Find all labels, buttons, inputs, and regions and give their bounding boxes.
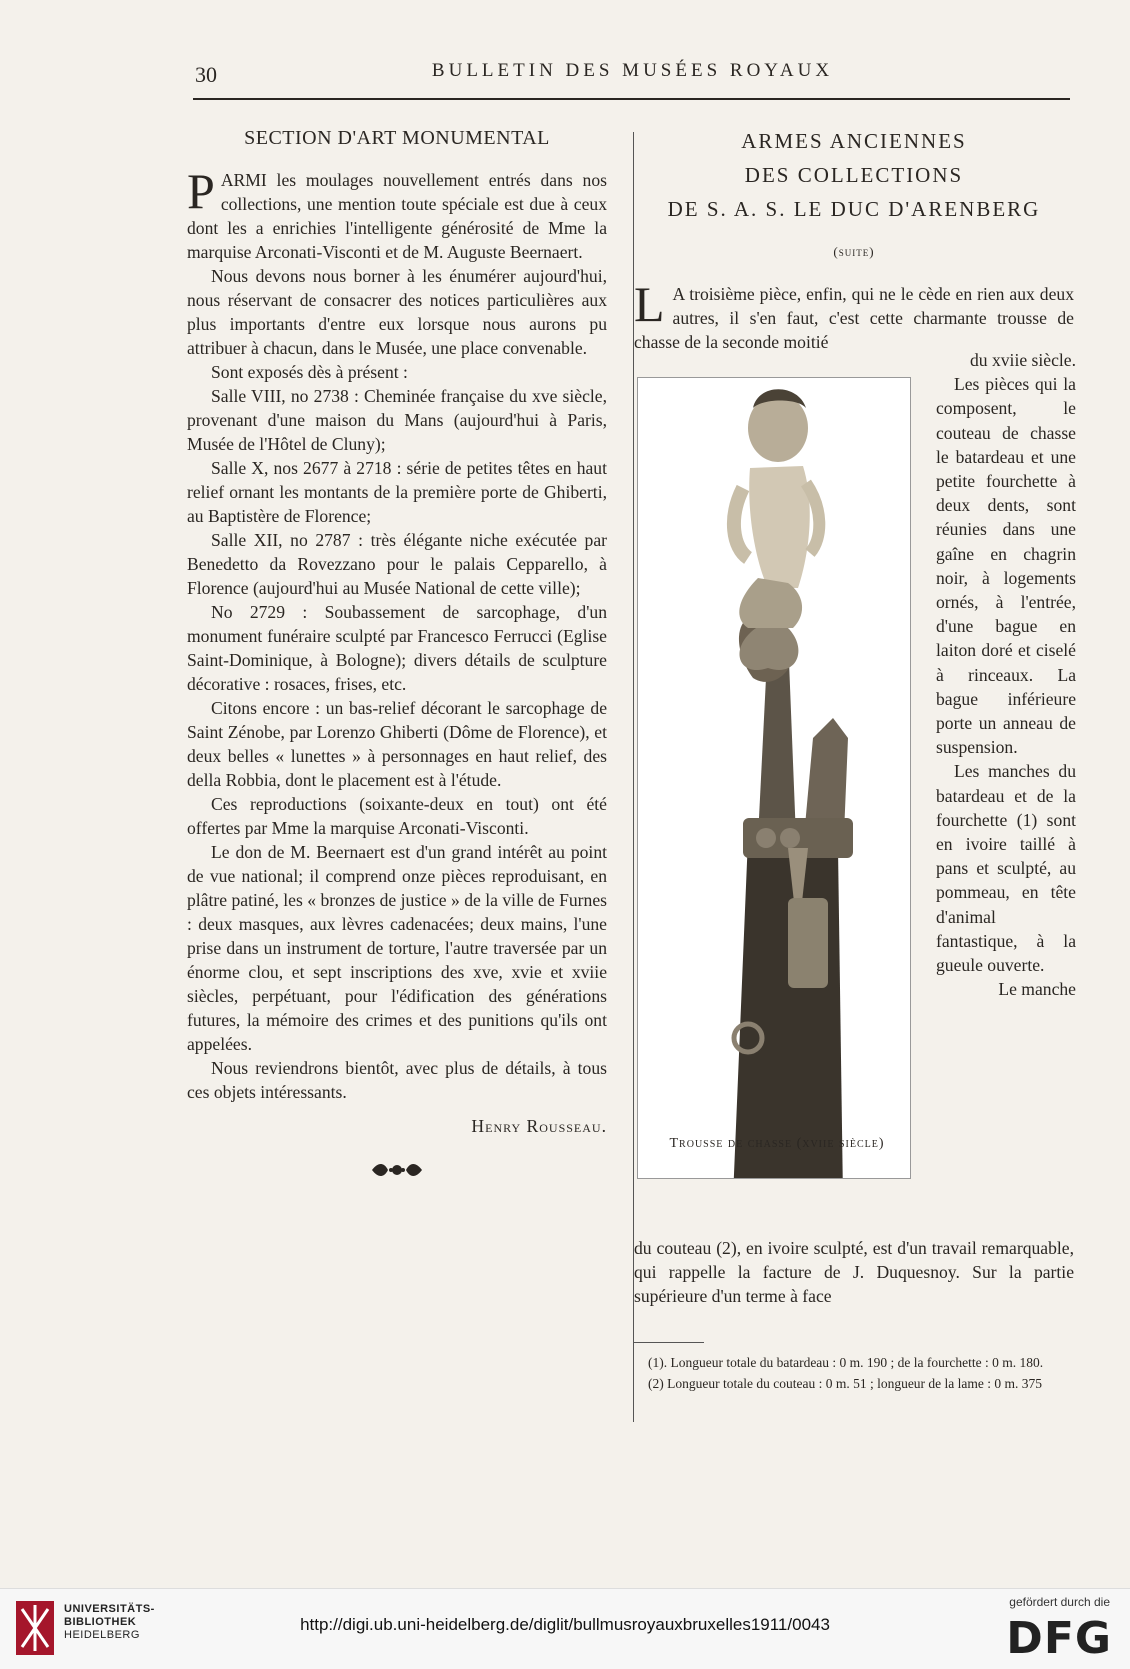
section-title: SECTION D'ART MONUMENTAL xyxy=(244,127,550,149)
left-paragraph: Nous reviendrons bientôt, avec plus de détails, à tous ces objets intéressants. xyxy=(187,1058,607,1102)
left-paragraph: Salle XII, no 2787 : très élégante niche exécutée par Benedetto da Rovezzano pour le palais Cepparello, à Florence (aujourd'hui au Musée National de cette ville); xyxy=(187,530,607,598)
right-intro: L A troisième pièce, enfin, qui ne le cède en rien aux deux autres, il s'en faut, c'est cette charmante trousse de chasse de la seconde moitié xyxy=(634,276,1074,352)
viewer-footer xyxy=(0,1588,1130,1669)
drop-cap: P xyxy=(187,163,215,219)
funding-caption: gefördert durch die xyxy=(1009,1595,1110,1609)
footnote-rule xyxy=(634,1342,704,1343)
footnote: (2) Longueur totale du couteau : 0 m. 51 ; longueur de la lame : 0 m. 375 xyxy=(648,1376,1043,1391)
drop-cap: L xyxy=(634,276,665,332)
ornament-icon xyxy=(187,1160,607,1184)
running-title: BULLETIN DES MUSÉES ROYAUX xyxy=(431,60,834,81)
wrap-paragraph: Les pièces qui la composent, le couteau de chasse le batardeau et une petite fourchette à deux dents, sont réunies dans une gaîne en chagrin noir, à logements ornés, à l'entrée, d'une bague en laiton doré et ciselé à rinceaux. La bague inférieure porte un anneau de suspension. xyxy=(936,374,1076,758)
wrap-paragraph: Le manche xyxy=(998,979,1076,1000)
right-continuation: du couteau (2), en ivoire sculpté, est d'un travail remarquable, qui rappelle la facture de J. Duquesnoy. Sur la partie supérieure d'un terme à face xyxy=(634,1238,1074,1306)
left-paragraph: Salle VIII, no 2738 : Cheminée française du xve siècle, provenant d'une maison du Mans (aujourd'hui à Paris, Musée de l'Hôtel de Cluny); xyxy=(187,386,607,454)
library-name: UNIVERSITÄTS- BIBLIOTHEK HEIDELBERG xyxy=(64,1603,155,1641)
page-header xyxy=(195,58,1070,88)
article-title-line-1: ARMES ANCIENNES xyxy=(741,129,967,153)
signature: Henry Rousseau. xyxy=(471,1116,607,1136)
left-paragraph: Le don de M. Beernaert est d'un grand intérêt au point de vue national; il comprend onze pièces reproduisant, en plâtre patiné, les « bronzes de justice » de la ville de Furnes : deux masques, aux lèvres cadenacées; deux mains, l'une prise dans un instrument de torture, l'autre traversée par un énorme clou, et sept inscriptions des xve, xvie et xviie siècles, perpétuant, pour l'édification des générations futures, la mémoire des crimes et des punitions qu'ils ont appelées. xyxy=(187,842,607,1054)
figure xyxy=(637,377,909,1187)
left-column xyxy=(187,126,607,1184)
suite-label: (suite) xyxy=(833,244,875,259)
wrap-paragraph: du xviie siècle. xyxy=(969,350,1076,370)
left-paragraph: PARMI les moulages nouvellement entrés dans nos collections, une mention toute spéciale est due à ceux dont les a enrichies l'intelligente générosité de Mme la marquise Arconati-Visconti et de M. Auguste Beernaert. xyxy=(187,163,607,262)
hunting-set-photo xyxy=(637,377,911,1179)
footnote: (1). Longueur totale du batardeau : 0 m. 190 ; de la fourchette : 0 m. 180. xyxy=(648,1355,1044,1370)
right-column xyxy=(634,124,1074,354)
page-number: 30 xyxy=(195,62,217,87)
article-title-line-3: DE S. A. S. LE DUC D'ARENBERG xyxy=(667,197,1041,221)
footnotes xyxy=(630,1354,1075,1396)
left-paragraph: Nous devons nous borner à les énumérer aujourd'hui, nous réservant de consacrer des notices particulières aux plus importants d'entre eux lorsque nous aurons pu attribuer à chacun, dans le Musée, une place convenable. xyxy=(187,266,607,358)
header-rule xyxy=(193,98,1070,100)
wrap-text xyxy=(936,348,1076,1001)
left-paragraph: Citons encore : un bas-relief décorant le sarcophage de Saint Zénobe, par Lorenzo Ghiberti (Dôme de Florence), et deux belles « lunettes » à personnages en haut relief, des della Robbia, dont le placement est à l'étude. xyxy=(187,698,607,790)
left-paragraph: Sont exposés dès à présent : xyxy=(211,362,408,382)
left-paragraph: Ces reproductions (soixante-deux en tout) ont été offertes par Mme la marquise Arconati-Visconti. xyxy=(187,794,607,838)
permalink[interactable]: http://digi.ub.uni-heidelberg.de/diglit/bullmusroyauxbruxelles1911/0043 xyxy=(300,1615,830,1634)
figure-caption: Trousse de chasse (xviie siècle) xyxy=(669,1136,885,1151)
left-paragraph: No 2729 : Soubassement de sarcophage, d'un monument funéraire sculpté par Francesco Ferrucci (Eglise Saint-Dominique, à Bologne); divers détails de sculpture décorative : rosaces, frises, etc. xyxy=(187,602,607,694)
dfg-logo: DFG xyxy=(1006,1613,1112,1664)
wrap-paragraph: Les manches du batardeau et de la fourchette (1) sont en ivoire taillé à pans et sculpté, au pommeau, en tête d'animal fantastique, à la gueule ouverte. xyxy=(936,761,1076,976)
article-title-line-2: DES COLLECTIONS xyxy=(744,163,964,187)
left-paragraph: Salle X, nos 2677 à 2718 : série de petites têtes en haut relief ornant les montants de la première porte de Ghiberti, au Baptistère de Florence; xyxy=(187,458,607,526)
